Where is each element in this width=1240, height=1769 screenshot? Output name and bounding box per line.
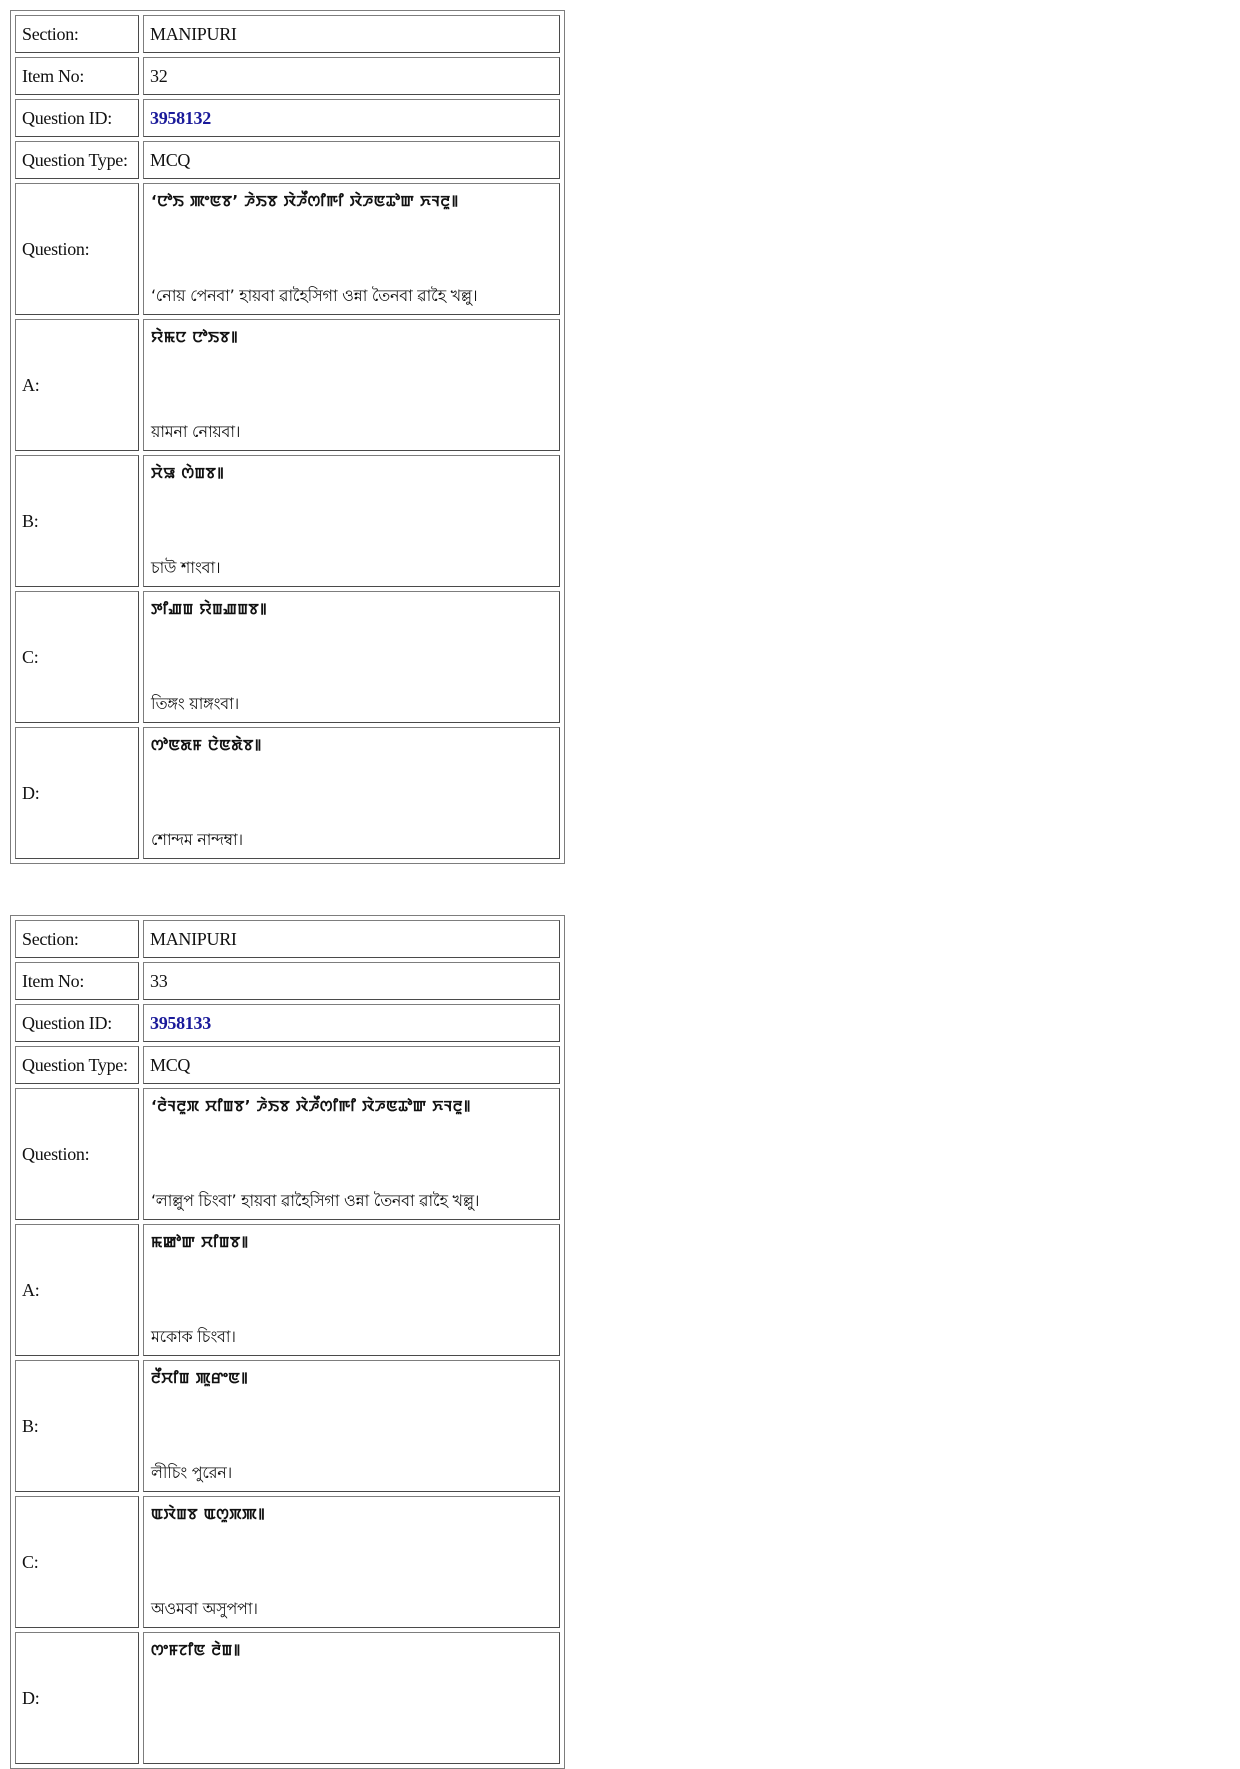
option-b-label: B:	[15, 455, 139, 587]
section-value: MANIPURI	[143, 920, 560, 958]
option-b-meitei: ꯆꯥꯎ ꯁꯥꯡꯕ꯫	[151, 464, 225, 482]
option-b-content	[143, 1360, 560, 1492]
question-content	[143, 183, 560, 315]
question-id-value: 3958133	[143, 1004, 560, 1042]
question-table	[10, 10, 565, 864]
option-d-content	[143, 727, 560, 859]
section-label: Section:	[15, 920, 139, 958]
item-no-label: Item No:	[15, 962, 139, 1000]
question-label: Question:	[15, 183, 139, 315]
question-type-row	[15, 1046, 560, 1084]
option-d-label: D:	[15, 727, 139, 859]
option-c-meitei: ꯇꯤꯉꯡ ꯌꯥꯡꯉꯡꯕ꯫	[151, 600, 268, 618]
question-text-bengali: ‘নোয় পেনবা’ হায়বা ৱাহৈসিগা ওন্না তৈনবা ৱাহৈ খল্লু।	[151, 286, 478, 305]
option-b-label: B:	[15, 1360, 139, 1492]
option-a-meitei: ꯌꯥꯃꯅ ꯅꯣꯏꯕ꯫	[151, 328, 239, 346]
option-d-meitei: ꯁꯦꯝꯖꯤꯟ ꯂꯥꯡ꯫	[151, 1641, 241, 1659]
question-table	[10, 915, 565, 1769]
question-row	[15, 183, 560, 315]
option-a-meitei: ꯃꯀꯣꯛ ꯆꯤꯡꯕ꯫	[151, 1233, 249, 1251]
item-no-row	[15, 57, 560, 95]
option-a-row	[15, 319, 560, 451]
option-c-label: C:	[15, 591, 139, 723]
option-c-meitei: ꯑꯋꯥꯡꯕ ꯑꯁꯨꯞꯄ꯫	[151, 1505, 266, 1523]
item-no-value: 32	[143, 57, 560, 95]
question-id-value: 3958132	[143, 99, 560, 137]
question-id-row	[15, 1004, 560, 1042]
option-a-label: A:	[15, 1224, 139, 1356]
option-c-row	[15, 1496, 560, 1628]
section-row	[15, 920, 560, 958]
option-d-bengali: শোন্দম নান্দম্বা।	[151, 830, 243, 849]
question-type-row	[15, 141, 560, 179]
option-d-meitei: ꯁꯣꯟꯗꯝ ꯅꯥꯟꯗꯥꯕ꯫	[151, 736, 262, 754]
option-c-content	[143, 1496, 560, 1628]
option-c-bengali: তিঙ্গং য়াঙ্গংবা।	[151, 694, 239, 713]
option-a-row	[15, 1224, 560, 1356]
item-no-label: Item No:	[15, 57, 139, 95]
question-label: Question:	[15, 1088, 139, 1220]
option-a-bengali: য়ামনা নোয়বা।	[151, 422, 241, 441]
question-content	[143, 1088, 560, 1220]
option-b-bengali: চাউ শাংবা।	[151, 558, 221, 577]
option-a-bengali: মকোক চিংবা।	[151, 1327, 236, 1346]
question-type-value: MCQ	[143, 1046, 560, 1084]
section-value: MANIPURI	[143, 15, 560, 53]
option-d-row	[15, 727, 560, 859]
option-a-content	[143, 1224, 560, 1356]
option-a-label: A:	[15, 319, 139, 451]
option-d-content	[143, 1632, 560, 1764]
option-b-content	[143, 455, 560, 587]
question-text-bengali: ‘লাল্লুপ চিংবা’ হায়বা ৱাহৈসিগা ওন্না তৈনবা ৱাহৈ খল্লু।	[151, 1191, 480, 1210]
option-c-row	[15, 591, 560, 723]
question-type-value: MCQ	[143, 141, 560, 179]
question-type-label: Question Type:	[15, 1046, 139, 1084]
option-a-content	[143, 319, 560, 451]
question-id-row	[15, 99, 560, 137]
item-no-row	[15, 962, 560, 1000]
option-b-bengali: লীচিং পুরেন।	[151, 1463, 232, 1482]
question-id-label: Question ID:	[15, 1004, 139, 1042]
question-id-label: Question ID:	[15, 99, 139, 137]
option-b-row	[15, 1360, 560, 1492]
option-c-label: C:	[15, 1496, 139, 1628]
question-text-meitei: ‘ꯂꯥꯜꯂꯨꯞ ꯆꯤꯡꯕ’ ꯍꯥꯏꯕ ꯋꯥꯍꯩꯁꯤꯒꯤ ꯋꯥꯍꯟꯊꯣꯛ ꯈꯜꯂꯨ꯫	[151, 1097, 471, 1115]
option-c-content	[143, 591, 560, 723]
option-d-row	[15, 1632, 560, 1764]
option-c-bengali: অওমবা অসুপপা।	[151, 1599, 258, 1618]
option-d-label: D:	[15, 1632, 139, 1764]
section-row	[15, 15, 560, 53]
option-b-meitei: ꯂꯩꯆꯤꯡ ꯄꯨꯔꯦꯟ꯫	[151, 1369, 249, 1387]
item-no-value: 33	[143, 962, 560, 1000]
question-type-label: Question Type:	[15, 141, 139, 179]
section-label: Section:	[15, 15, 139, 53]
question-text-meitei: ‘ꯅꯣꯏ ꯄꯦꯟꯕ’ ꯍꯥꯏꯕ ꯋꯥꯍꯩꯁꯤꯒꯤ ꯋꯥꯍꯟꯊꯣꯛ ꯈꯜꯂꯨ꯫	[151, 192, 459, 210]
option-b-row	[15, 455, 560, 587]
question-row	[15, 1088, 560, 1220]
